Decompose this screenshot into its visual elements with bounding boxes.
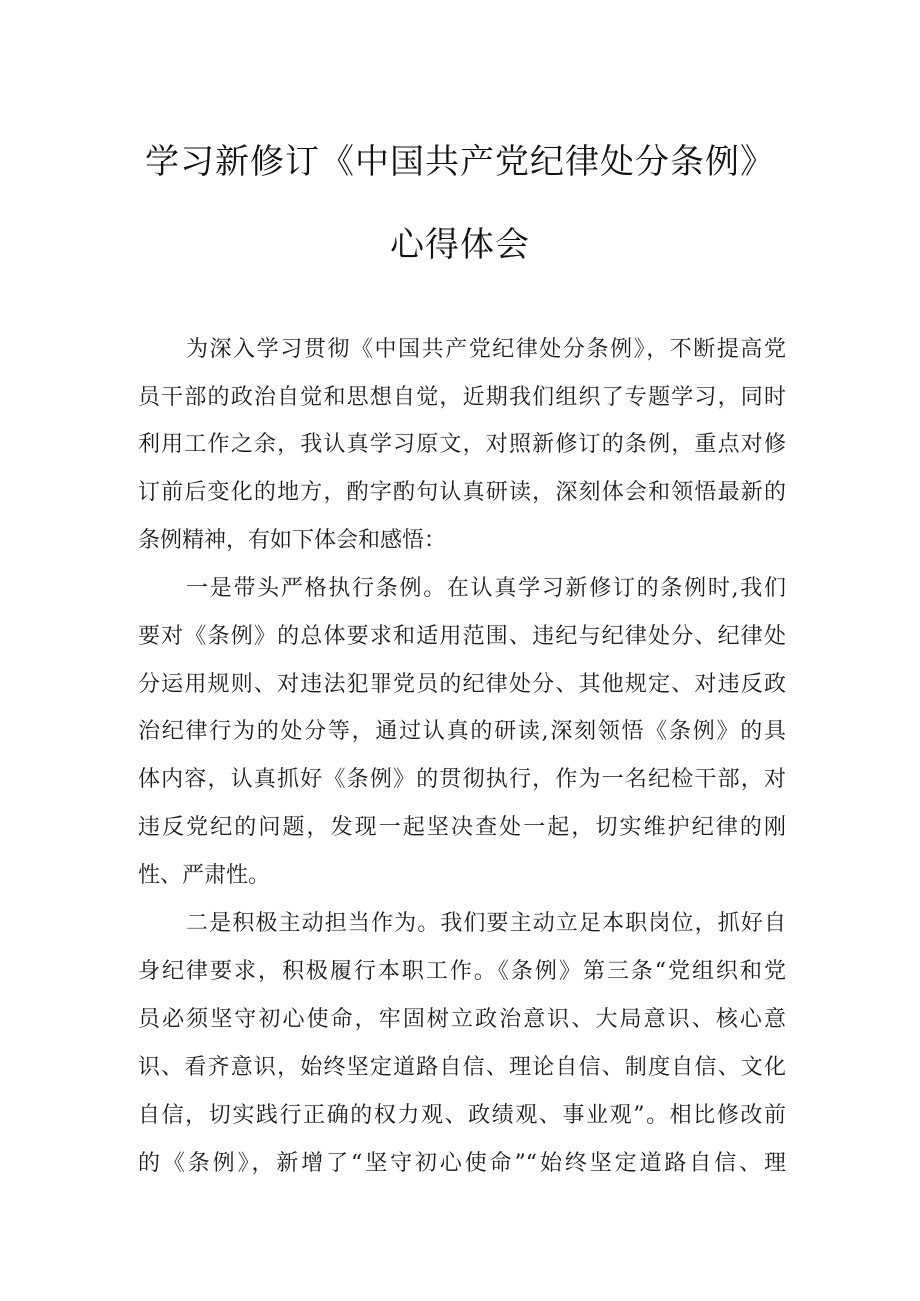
paragraph-2-line-4: 治纪律行为的处分等，通过认真的研读,深刻领悟《条例》的具: [138, 719, 786, 744]
paragraph-3-line-1: 二是积极主动担当作为。我们要主动立足本职岗位，抓好自: [186, 911, 786, 936]
paragraph-2-line-2: 要对《条例》的总体要求和适用范围、违纪与纪律处分、纪律处: [138, 624, 786, 649]
paragraph-1-line-3: 利用工作之余，我认真学习原文，对照新修订的条例，重点对修: [138, 432, 786, 457]
paragraph-2-line-7: 性、严肃性。: [138, 863, 271, 888]
paragraph-1-line-4: 订前后变化的地方，酌字酌句认真研读，深刻体会和领悟最新的: [138, 480, 786, 505]
document-title-line-2: 心得体会: [390, 225, 530, 265]
paragraph-3-line-5: 自信，切实践行正确的权力观、政绩观、事业观”。相比修改前: [138, 1103, 786, 1128]
paragraph-3-line-2: 身纪律要求，积极履行本职工作。《条例》第三条“党组织和党: [138, 959, 786, 984]
paragraph-2-line-5: 体内容，认真抓好《条例》的贯彻执行，作为一名纪检干部，对: [138, 767, 786, 792]
paragraph-1-line-2: 员干部的政治自觉和思想自觉，近期我们组织了专题学习，同时: [138, 385, 786, 410]
paragraph-1-line-5: 条例精神，有如下体会和感悟：: [138, 528, 447, 553]
paragraph-2-line-1: 一是带头严格执行条例。在认真学习新修订的条例时,我们: [186, 576, 786, 601]
paragraph-3-line-6: 的《条例》，新增了“坚守初心使命”“始终坚定道路自信、理: [138, 1151, 786, 1176]
paragraph-2-line-6: 违反党纪的问题，发现一起坚决查处一起，切实维护纪律的刚: [138, 815, 786, 840]
document-title-line-1: 学习新修订《中国共产党纪律处分条例》: [145, 142, 775, 182]
paragraph-3-line-4: 识、看齐意识，始终坚定道路自信、理论自信、制度自信、文化: [138, 1055, 786, 1080]
paragraph-1-line-1: 为深入学习贯彻《中国共产党纪律处分条例》，不断提高党: [186, 337, 786, 362]
paragraph-2-line-3: 分运用规则、对违法犯罪党员的纪律处分、其他规定、对违反政: [138, 672, 786, 697]
paragraph-3-line-3: 员必须坚守初心使命，牢固树立政治意识、大局意识、核心意: [138, 1007, 786, 1032]
